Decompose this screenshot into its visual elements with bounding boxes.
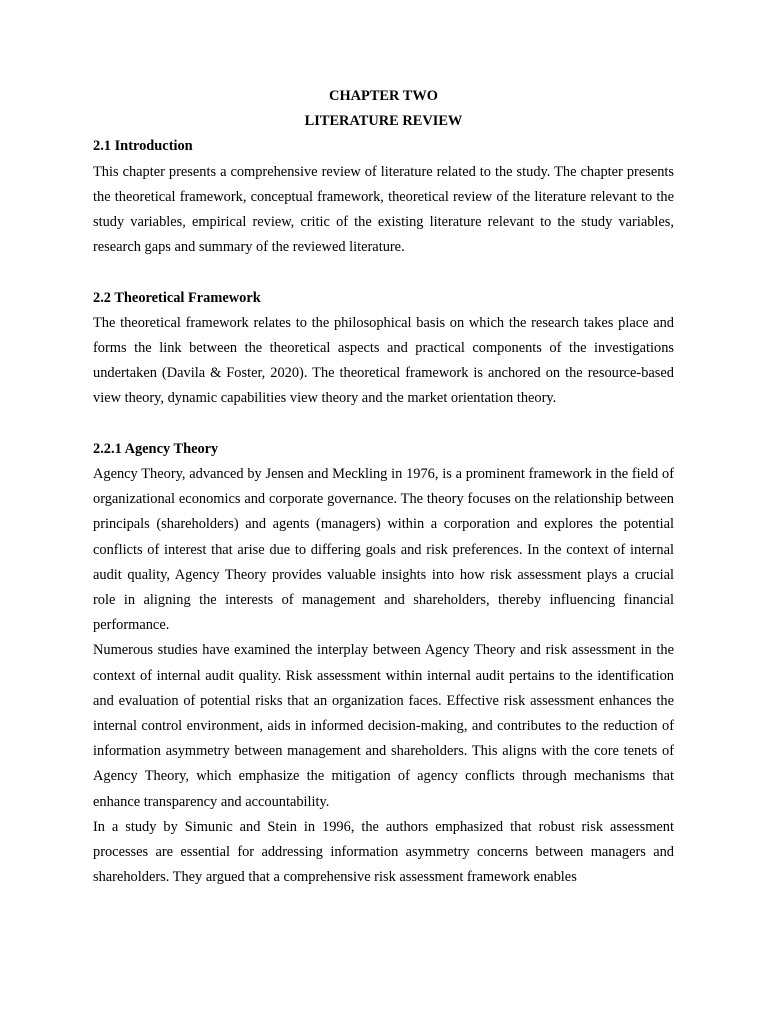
paragraph-spacer — [93, 412, 674, 437]
paragraph-spacer — [93, 260, 674, 285]
paragraph-agency-theory-1: Agency Theory, advanced by Jensen and Meckling in 1976, is a prominent framework in the field of organizational economics and corporate governance. The theory focuses on the relationship between principals (shareholders) and agents (managers) within a corporation and explores the potential conflicts of interest that arise due to differing goals and risk preferences. In the context of internal audit quality, Agency Theory provides valuable insights into how risk assessment plays a crucial role in aligning the interests of management and shareholders, thereby influencing financial performance. — [93, 466, 674, 634]
section-heading-introduction: 2.1 Introduction — [93, 138, 193, 155]
chapter-subtitle: LITERATURE REVIEW — [304, 113, 463, 130]
paragraph-theoretical-framework: The theoretical framework relates to the philosophical basis on which the research takes place and forms the link between the theoretical aspects and practical components of the investigations undertaken (Davila & Foster, 2020). The theoretical framework is anchored on the resource-based view theory, dynamic capabilities view theory and the market orientation theory. — [93, 314, 674, 407]
section-heading-agency-theory: 2.2.1 Agency Theory — [93, 440, 219, 457]
section-heading-theoretical-framework: 2.2 Theoretical Framework — [93, 289, 261, 306]
document-page — [93, 84, 674, 890]
chapter-title: CHAPTER TWO — [329, 88, 438, 104]
paragraph-agency-theory-2: Numerous studies have examined the interplay between Agency Theory and risk assessment in the context of internal audit quality. Risk assessment within internal audit pertains to the identification and evaluation of potential risks that an organization faces. Effective risk assessment enhances the internal control environment, aids in informed decision-making, and contributes to the reduction of information asymmetry between management and shareholders. This aligns with the core tenets of Agency Theory, which emphasize the mitigation of agency conflicts through mechanisms that enhance transparency and accountability. — [93, 642, 674, 810]
paragraph-introduction: This chapter presents a comprehensive review of literature related to the study. The chapter presents the theoretical framework, conceptual framework, theoretical review of the literature relevant to the study variables, empirical review, critic of the existing literature relevant to the study variables, research gaps and summary of the reviewed literature. — [93, 163, 674, 256]
paragraph-agency-theory-3: In a study by Simunic and Stein in 1996, the authors emphasized that robust risk assessment processes are essential for addressing information asymmetry concerns between managers and shareholders. They argued that a comprehensive risk assessment framework enables — [93, 818, 674, 886]
